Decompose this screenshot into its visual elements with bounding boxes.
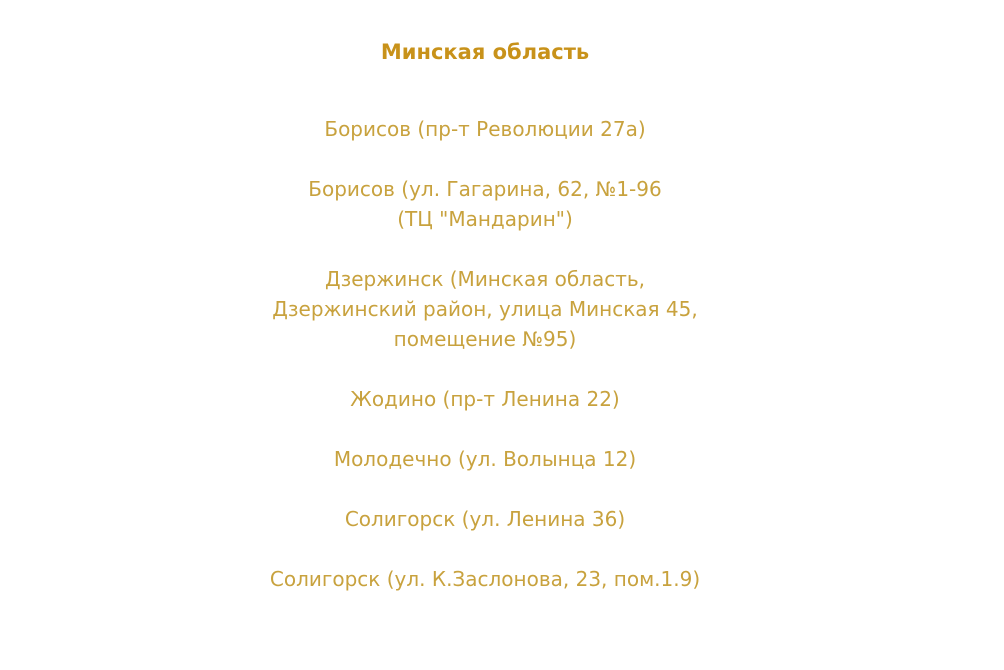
store-address-item bbox=[0, 114, 970, 144]
store-address-line: Солигорск (ул. Ленина 36) bbox=[344, 507, 626, 531]
store-address-line: Дзержинск (Минская область, bbox=[324, 267, 646, 291]
store-address-item bbox=[0, 384, 970, 414]
region-title: Минская область bbox=[380, 40, 590, 64]
store-address-line: Борисов (ул. Гагарина, 62, №1-96 bbox=[308, 177, 662, 201]
store-address-item bbox=[0, 444, 970, 474]
store-address-line: Молодечно (ул. Волынца 12) bbox=[333, 447, 637, 471]
store-address-line: Борисов (пр-т Революции 27а) bbox=[324, 117, 646, 141]
store-list bbox=[0, 114, 970, 624]
store-address-line: Жодино (пр-т Ленина 22) bbox=[350, 387, 620, 411]
store-address-line: (ТЦ "Мандарин") bbox=[397, 207, 573, 231]
store-address-item bbox=[0, 264, 970, 354]
store-address-line: Дзержинский район, улица Минская 45, bbox=[272, 297, 698, 321]
store-address-item bbox=[0, 504, 970, 534]
store-address-line: помещение №95) bbox=[393, 327, 577, 351]
store-address-item bbox=[0, 564, 970, 594]
store-address-line: Солигорск (ул. К.Заслонова, 23, пом.1.9) bbox=[269, 567, 701, 591]
store-address-item bbox=[0, 174, 970, 234]
